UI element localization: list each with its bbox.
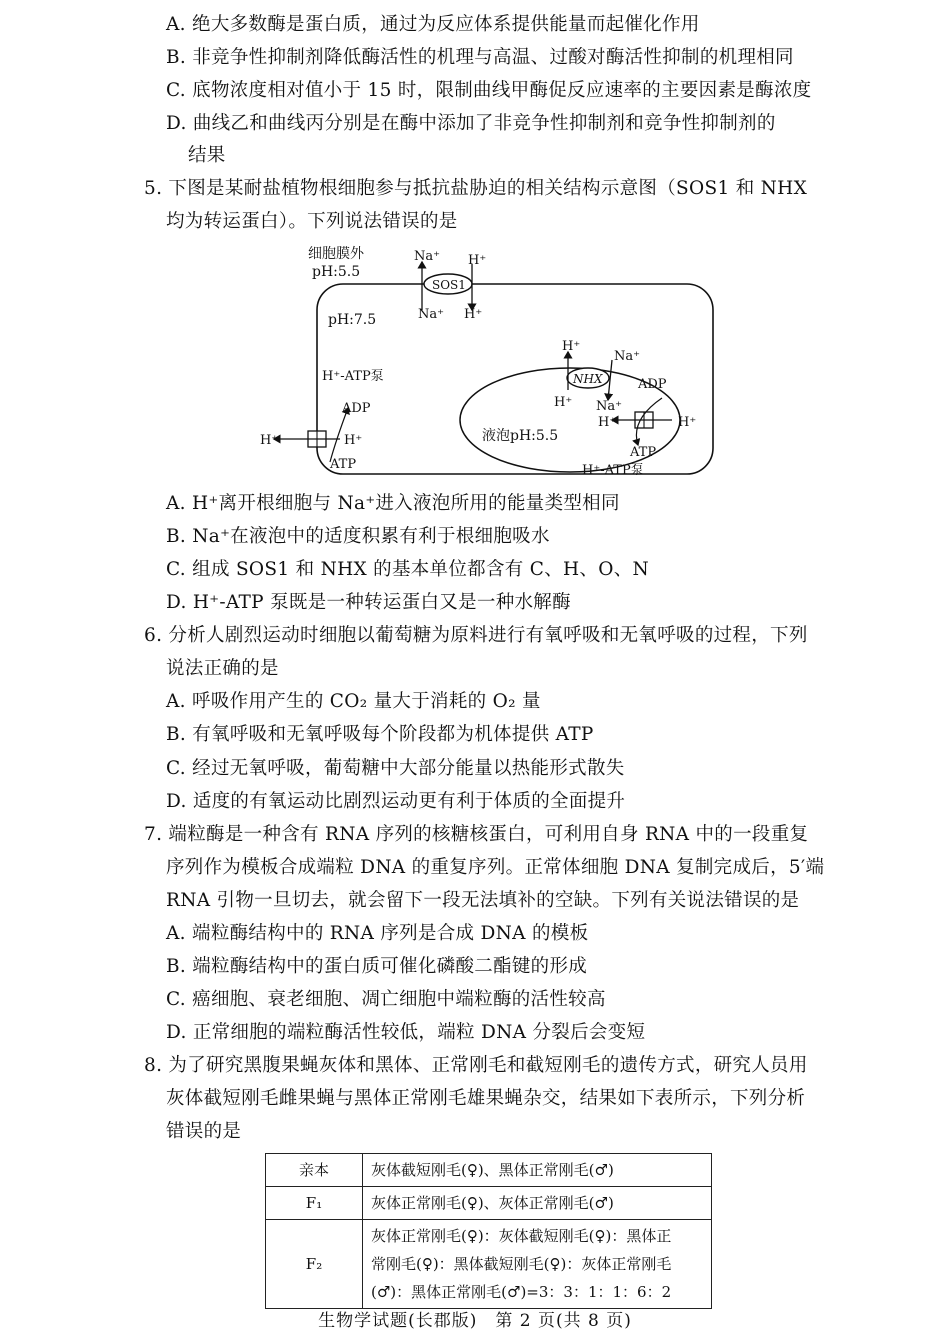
q8-stem-cont2: 错误的是 — [166, 1121, 242, 1142]
q7-stem-cont1: 序列作为模板合成端粒 DNA 的重复序列。正常体细胞 DNA 复制完成后，5′端 — [166, 857, 825, 878]
q6-option-b: B. 有氧呼吸和无氧呼吸每个阶段都为机体提供 ATP — [166, 724, 594, 745]
q6-stem-cont: 说法正确的是 — [166, 658, 279, 679]
q7-option-d: D. 正常细胞的端粒酶活性较低，端粒 DNA 分裂后会变短 — [166, 1022, 646, 1043]
sos1-h-in: H⁺ — [464, 307, 483, 322]
row-label-f1: F₁ — [266, 1187, 363, 1220]
sos1-h-out: H⁺ — [468, 253, 487, 268]
right-pump-atp: ATP — [630, 445, 657, 460]
outside-ph: pH:5.5 — [312, 264, 361, 280]
q4-option-d-cont: 结果 — [188, 145, 226, 166]
q5-option-a: A. H⁺离开根细胞与 Na⁺进入液泡所用的能量类型相同 — [166, 493, 620, 514]
right-pump-adp: ADP — [638, 377, 667, 392]
sos1-na-out: Na⁺ — [414, 249, 440, 264]
q5-option-b: B. Na⁺在液泡中的适度积累有利于根细胞吸水 — [166, 526, 550, 547]
q8-stem-cont1: 灰体截短刚毛雌果蝇与黑体正常刚毛雄果蝇杂交，结果如下表所示，下列分析 — [166, 1088, 806, 1109]
q7-stem-cont2: RNA 引物一旦切去，就会留下一段无法填补的空缺。下列有关说法错误的是 — [166, 890, 800, 911]
q6-option-d: D. 适度的有氧运动比剧烈运动更有利于体质的全面提升 — [166, 791, 626, 812]
table-row — [266, 1220, 712, 1309]
table-row — [266, 1154, 712, 1187]
q7-option-b: B. 端粒酶结构中的蛋白质可催化磷酸二酯键的形成 — [166, 956, 588, 977]
nhx-h-cyto: H⁺ — [562, 339, 581, 354]
q5-option-c: C. 组成 SOS1 和 NHX 的基本单位都含有 C、H、O、N — [166, 559, 649, 580]
q5-option-d: D. H⁺-ATP 泵既是一种转运蛋白又是一种水解酶 — [166, 592, 571, 613]
row-label-parents: 亲本 — [266, 1154, 363, 1187]
vacuole-label: 液泡pH:5.5 — [482, 428, 559, 444]
q5-stem: 5. 下图是某耐盐植物根细胞参与抵抗盐胁迫的相关结构示意图（SOS1 和 NHX — [144, 178, 808, 199]
q5-stem-cont: 均为转运蛋白）。下列说法错误的是 — [166, 211, 458, 232]
row-value-f2 — [363, 1220, 712, 1309]
f2-line-1: 灰体正常刚毛(♀)：灰体截短刚毛(♀)：黑体正 — [371, 1227, 672, 1245]
q7-option-a: A. 端粒酶结构中的 RNA 序列是合成 DNA 的模板 — [166, 923, 589, 944]
f2-line-3: (♂)：黑体正常刚毛(♂)=3：3：1：1：6：2 — [371, 1283, 672, 1301]
q4-option-b: B. 非竞争性抑制剂降低酶活性的机理与高温、过酸对酶活性抑制的机理相同 — [166, 47, 794, 68]
row-label-f2: F₂ — [266, 1220, 363, 1309]
nhx-na-vac: Na⁺ — [596, 399, 622, 414]
right-pump-h-vac: H⁺ — [598, 415, 617, 430]
outside-label: 细胞膜外 — [308, 246, 364, 262]
q7-stem: 7. 端粒酶是一种含有 RNA 序列的核糖核蛋白，可利用自身 RNA 中的一段重复 — [144, 824, 809, 845]
q8-stem: 8. 为了研究黑腹果蝇灰体和黑体、正常刚毛和截短刚毛的遗传方式，研究人员用 — [144, 1055, 808, 1076]
page-footer: 生物学试题(长郡版) 第 2 页(共 8 页) — [318, 1311, 632, 1331]
q7-option-c: C. 癌细胞、衰老细胞、凋亡细胞中端粒酶的活性较高 — [166, 989, 606, 1010]
table-row — [266, 1187, 712, 1220]
genetics-table — [265, 1153, 712, 1309]
sos1-label: SOS1 — [432, 278, 466, 292]
cytoplasm-ph: pH:7.5 — [328, 312, 377, 328]
q5-diagram — [250, 240, 730, 480]
left-pump-h-out: H⁺ — [260, 433, 279, 448]
left-pump-adp: ADP — [342, 401, 371, 416]
q6-option-c: C. 经过无氧呼吸，葡萄糖中大部分能量以热能形式散失 — [166, 758, 625, 779]
row-value-f1: 灰体正常刚毛(♀)、灰体正常刚毛(♂) — [363, 1187, 712, 1220]
q4-option-c: C. 底物浓度相对值小于 15 时，限制曲线甲酶促反应速率的主要因素是酶浓度 — [166, 80, 812, 101]
left-pump-h-in: H⁺ — [344, 433, 363, 448]
nhx-label: NHX — [573, 372, 603, 386]
left-pump-label: H⁺-ATP泵 — [322, 369, 384, 384]
sos1-na-in: Na⁺ — [418, 307, 444, 322]
nhx-na-cyto: Na⁺ — [614, 349, 640, 364]
q6-stem: 6. 分析人剧烈运动时细胞以葡萄糖为原料进行有氧呼吸和无氧呼吸的过程，下列 — [144, 625, 808, 646]
q4-option-d: D. 曲线乙和曲线丙分别是在酶中添加了非竞争性抑制剂和竞争性抑制剂的 — [166, 113, 776, 134]
right-pump-label: H⁺-ATP泵 — [582, 463, 644, 478]
nhx-h-vac: H⁺ — [554, 395, 573, 410]
f2-line-2: 常刚毛(♀)：黑体截短刚毛(♀)：灰体正常刚毛 — [371, 1255, 672, 1273]
right-pump-h-cyto: H⁺ — [678, 415, 697, 430]
row-value-parents: 灰体截短刚毛(♀)、黑体正常刚毛(♂) — [363, 1154, 712, 1187]
q4-option-a: A. 绝大多数酶是蛋白质，通过为反应体系提供能量而起催化作用 — [166, 14, 700, 35]
q6-option-a: A. 呼吸作用产生的 CO₂ 量大于消耗的 O₂ 量 — [166, 691, 541, 712]
left-pump-atp: ATP — [330, 457, 357, 472]
